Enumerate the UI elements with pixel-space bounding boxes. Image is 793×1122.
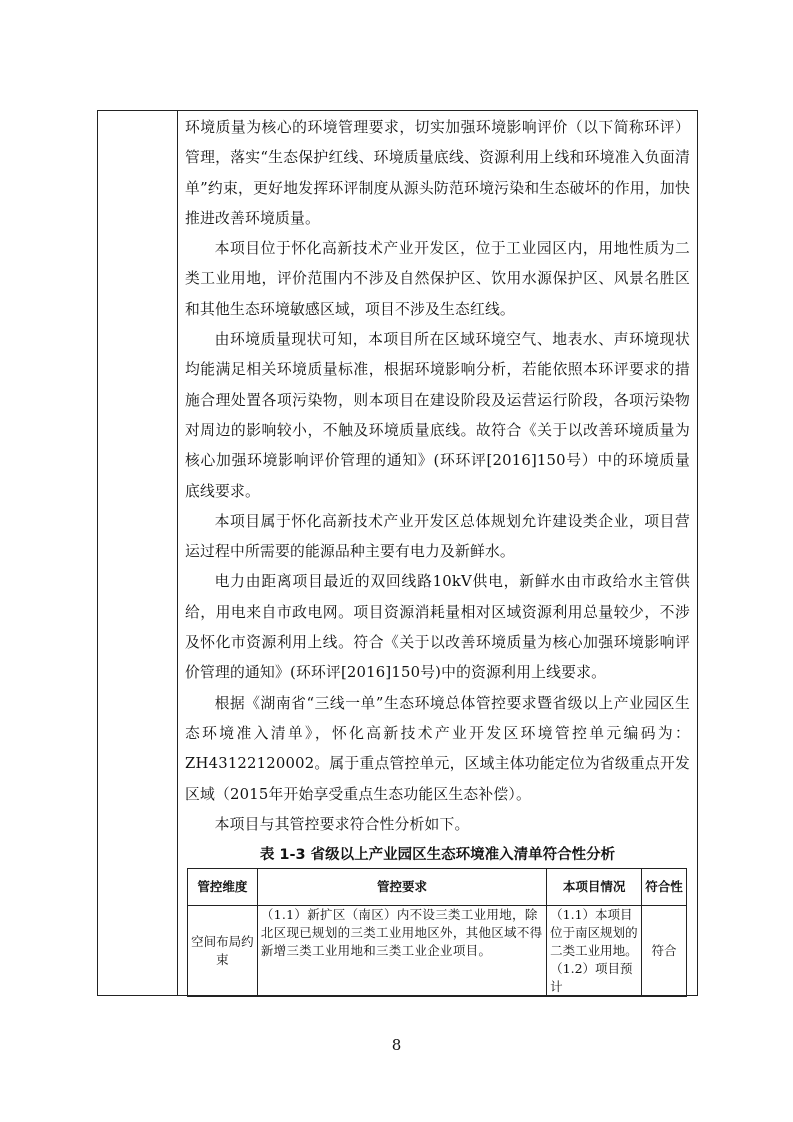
left-column: [98, 111, 178, 995]
cell-dimension: 空间布局约束: [188, 906, 258, 997]
header-compliance: 符合性: [642, 869, 687, 906]
paragraph-4: 本项目属于怀化高新技术产业开发区总体规划允许建设类企业，项目营运过程中所需要的能源品种主要有电力及新鲜水。: [185, 512, 690, 561]
content-column: [185, 113, 690, 997]
paragraph-2: 本项目位于怀化高新技术产业开发区，位于工业园区内，用地性质为二类工业用地，评价范围内不涉及自然保护区、饮用水源保护区、风景名胜区和其他生态环境敏感区域，项目不涉及生态红线。: [185, 240, 690, 318]
header-requirement: 管控要求: [257, 869, 546, 906]
paragraph-1: 环境质量为核心的环境管理要求，切实加强环境影响评价（以下简称环评）管理，落实“生态保护红线、环境质量底线、资源利用上线和环境准入负面清单”约束，更好地发挥环评制度从源头防范环境污染和生态破坏的作用，加快推进改善环境质量。: [185, 119, 690, 227]
table-caption: 表 1-3 省级以上产业园区生态环境准入清单符合性分析: [259, 847, 616, 864]
header-dimension: 管控维度: [188, 869, 258, 906]
page-frame: [97, 110, 698, 996]
paragraph-3: 由环境质量现状可知，本项目所在区域环境空气、地表水、声环境现状均能满足相关环境质量标准，根据环境影响分析，若能依照本环评要求的措施合理处置各项污染物，则本项目在建设阶段及运营运行阶段，各项污染物对周边的影响较小，不触及环境质量底线。故符合《关于以改善环境质量为核心加强环境影响评价管理的通知》(环环评[2016]150号）中的环境质量底线要求。: [185, 331, 690, 500]
situation-text-2: （1.2）项目预计: [550, 961, 633, 995]
cell-situation: [547, 906, 642, 997]
paragraph-6: 根据《湖南省“三线一单”生态环境总体管控要求暨省级以上产业园区生态环境准入清单》，怀化高新技术产业开发区环境管控单元编码为：ZH43122120002。属于重点管控单元，区域主体功能定位为省级重点开发区域（2015年开始享受重点生态功能区生态补偿）。: [185, 694, 690, 803]
paragraph-7: 本项目与其管控要求符合性分析如下。: [214, 815, 470, 833]
compliance-table: [187, 868, 687, 997]
situation-text-1: （1.1）本项目位于南区规划的二类工业用地。: [550, 907, 638, 959]
header-situation: 本项目情况: [547, 869, 642, 906]
table-header-row: [188, 869, 687, 906]
page-number: 8: [391, 1036, 402, 1054]
table-row: [188, 906, 687, 997]
cell-compliance: 符合: [642, 906, 687, 997]
requirement-text: （1.1）新扩区（南区）内不设三类工业用地，除北区现已规划的三类工业用地区外，其他区域不得新增三类工业用地和三类工业企业项目。: [260, 907, 543, 959]
cell-requirement: [257, 906, 546, 997]
paragraph-5: 电力由距离项目最近的双回线路10kV供电，新鲜水由市政给水主管供给，用电来自市政电网。项目资源消耗量相对区域资源利用总量较少，不涉及怀化市资源利用上线。符合《关于以改善环境质量为核心加强环境影响评价管理的通知》(环环评[2016]150号)中的资源利用上线要求。: [185, 573, 690, 682]
